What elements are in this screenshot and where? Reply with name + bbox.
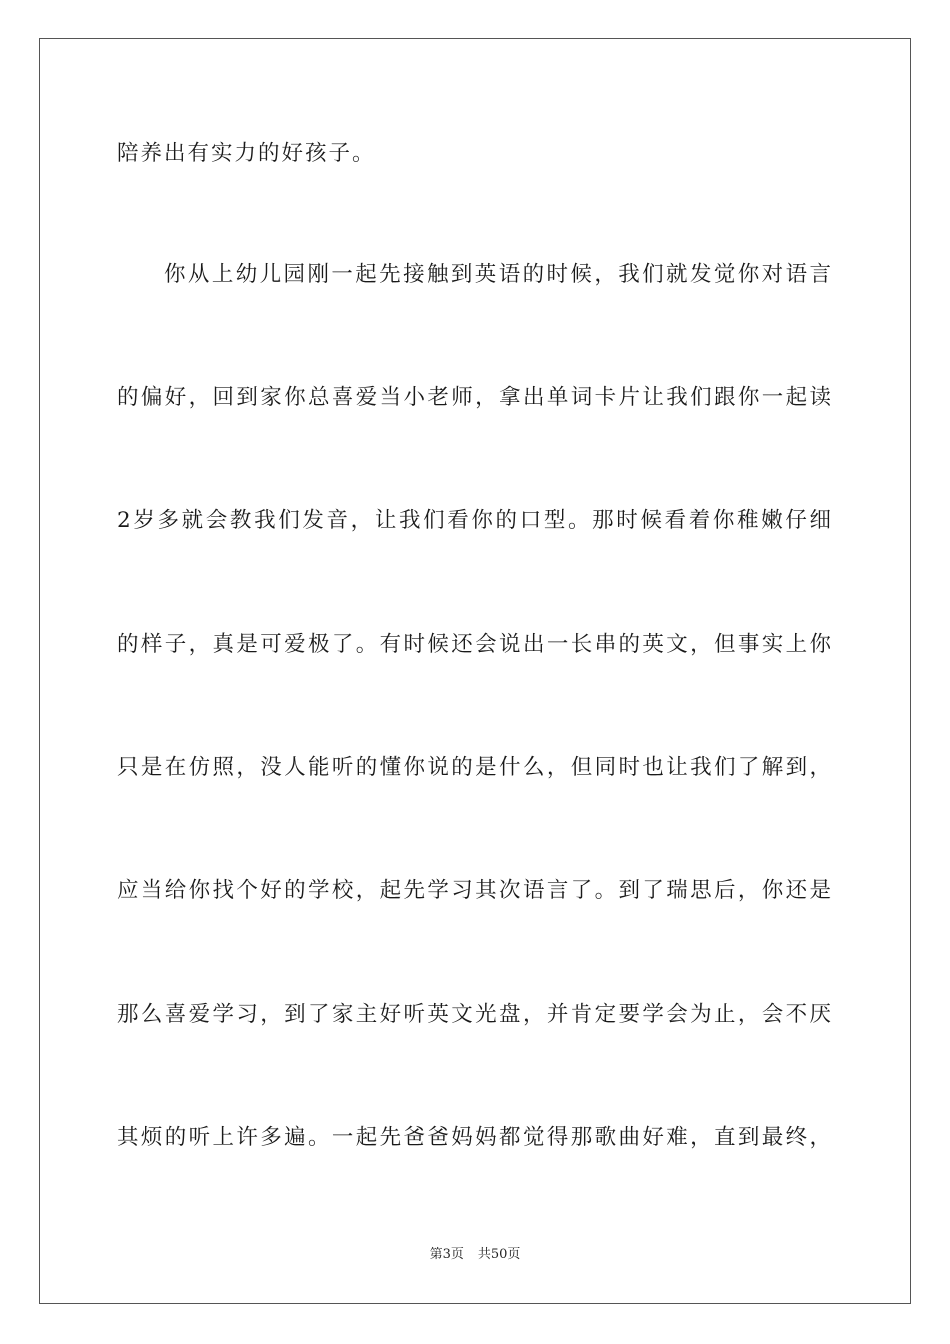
text-line-1: 陪养出有实力的好孩子。 [117, 141, 376, 166]
page-number: 第3页 [429, 1247, 464, 1262]
text-line-3: 的偏好，回到家你总喜爱当小老师，拿出单词卡片让我们跟你一起读 [117, 385, 833, 410]
text-line-9: 其烦的听上许多遍。一起先爸爸妈妈都觉得那歌曲好难，直到最终， [117, 1125, 833, 1150]
text-line-2: 你从上幼儿园刚一起先接触到英语的时候，我们就发觉你对语言 [164, 262, 833, 287]
text-line-6: 只是在仿照，没人能听的懂你说的是什么，但同时也让我们了解到， [117, 755, 833, 780]
text-line-8: 那么喜爱学习，到了家主好听英文光盘，并肯定要学会为止，会不厌 [117, 1002, 833, 1027]
page-border [39, 38, 911, 1304]
page-footer [0, 1246, 950, 1264]
text-line-5: 的样子，真是可爱极了。有时候还会说出一长串的英文，但事实上你 [117, 632, 833, 657]
text-line-7: 应当给你找个好的学校，起先学习其次语言了。到了瑞思后，你还是 [117, 878, 833, 903]
page-total: 共50页 [477, 1247, 521, 1262]
text-line-4: 2岁多就会教我们发音，让我们看你的口型。那时候看着你稚嫩仔细 [117, 508, 833, 533]
